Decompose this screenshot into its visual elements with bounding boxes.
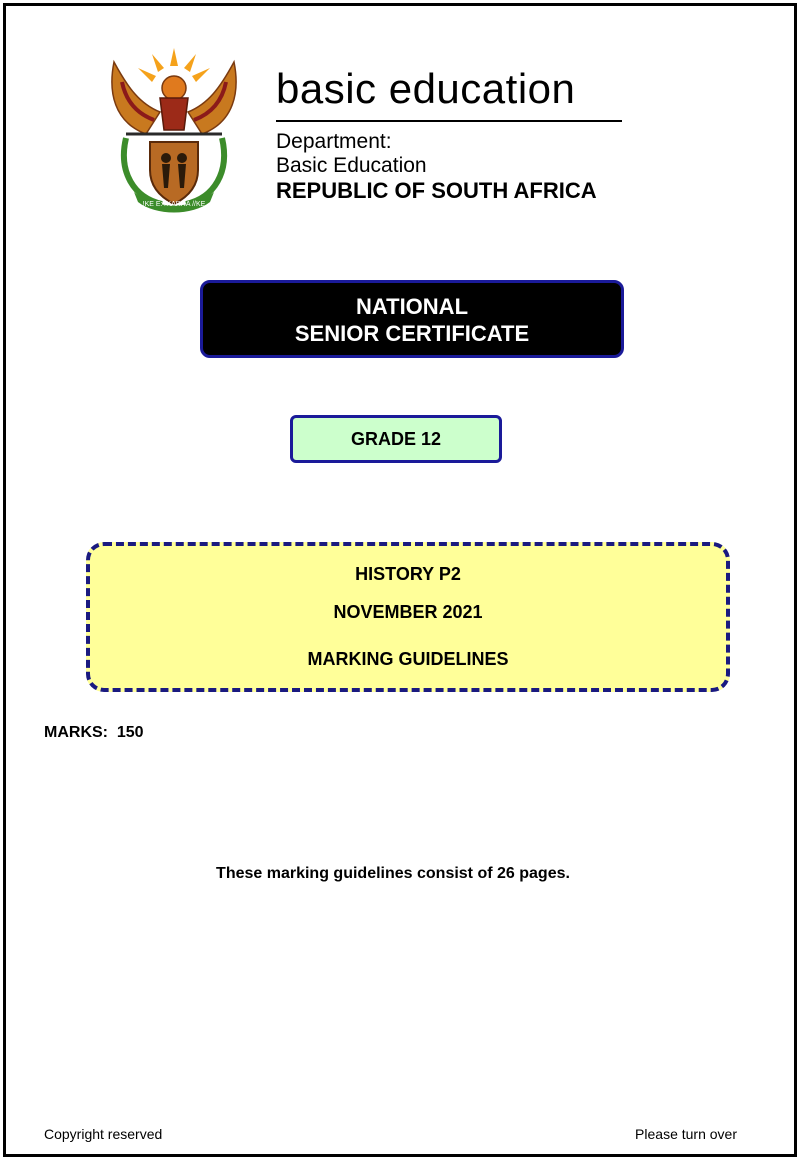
right-wing [188,62,236,134]
subject-session: NOVEMBER 2021 [333,602,483,622]
shield [150,142,198,204]
crest-motto: !KE E: /XARRA //KE [142,201,206,208]
footer-copyright: Copyright reserved [44,1126,163,1142]
subject-document-type: MARKING GUIDELINES [307,649,509,669]
department-name: Basic Education [276,154,427,177]
certificate-line-1: NATIONAL [355,294,469,319]
republic-name: REPUBLIC OF SOUTH AFRICA [276,178,597,203]
pages-note: These marking guidelines consist of 26 pages. [216,865,570,882]
certificate-line-2: SENIOR CERTIFICATE [294,321,530,346]
footer-turn-over: Please turn over [635,1126,737,1142]
brand-rule [276,120,622,122]
grade-badge: GRADE 12 [290,415,502,463]
department-label: Department: [276,130,392,153]
subject-paper: HISTORY P2 [355,564,461,584]
left-wing [112,62,160,134]
subject-panel [86,542,730,692]
marks-total: MARKS: 150 [44,724,144,741]
coat-of-arms-logo [104,42,244,214]
certificate-banner [200,280,624,358]
brand-title: basic education [276,65,576,112]
